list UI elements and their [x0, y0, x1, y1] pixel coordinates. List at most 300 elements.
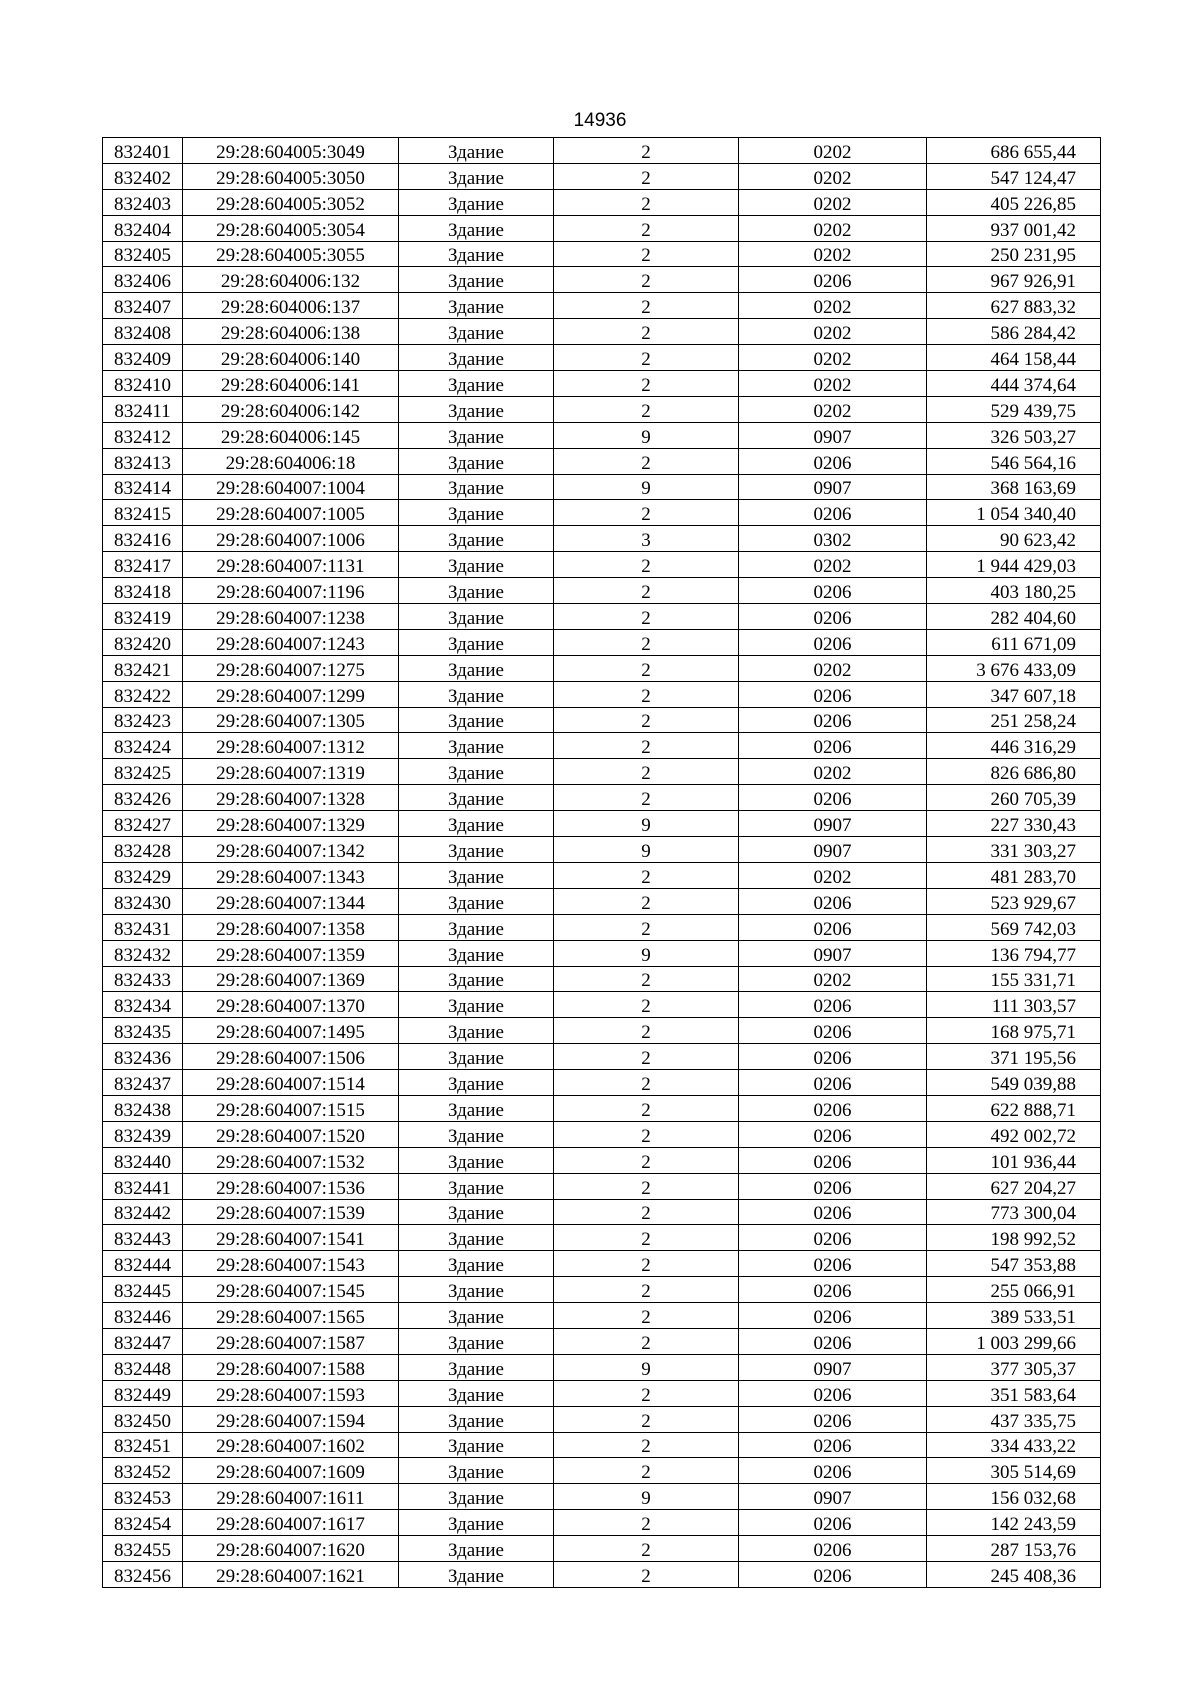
code-cell: 0202	[739, 241, 927, 267]
table-row	[103, 163, 1101, 189]
group-cell: 2	[554, 1018, 739, 1044]
group-cell: 9	[554, 474, 739, 500]
group-cell: 2	[554, 1225, 739, 1251]
code-cell: 0206	[739, 707, 927, 733]
group-cell: 2	[554, 1303, 739, 1329]
record-number-cell: 832442	[103, 1199, 183, 1225]
table-row	[103, 1173, 1101, 1199]
code-cell: 0907	[739, 422, 927, 448]
cadastral-number-cell: 29:28:604007:1520	[183, 1121, 399, 1147]
cadastral-value-cell: 227 330,43	[927, 811, 1101, 837]
record-number-cell: 832450	[103, 1406, 183, 1432]
table-row	[103, 1406, 1101, 1432]
code-cell: 0206	[739, 1536, 927, 1562]
cadastral-number-cell: 29:28:604007:1329	[183, 811, 399, 837]
group-cell: 2	[554, 1561, 739, 1587]
object-type-cell: Здание	[399, 940, 554, 966]
record-number-cell: 832421	[103, 655, 183, 681]
cadastral-value-cell: 326 503,27	[927, 422, 1101, 448]
group-cell: 9	[554, 837, 739, 863]
table-row	[103, 681, 1101, 707]
table-row	[103, 992, 1101, 1018]
table-row	[103, 1354, 1101, 1380]
table-row	[103, 215, 1101, 241]
table-row	[103, 1251, 1101, 1277]
record-number-cell: 832452	[103, 1458, 183, 1484]
table-row	[103, 1328, 1101, 1354]
object-type-cell: Здание	[399, 345, 554, 371]
object-type-cell: Здание	[399, 966, 554, 992]
table-row	[103, 1277, 1101, 1303]
object-type-cell: Здание	[399, 500, 554, 526]
cadastral-number-cell: 29:28:604007:1602	[183, 1432, 399, 1458]
object-type-cell: Здание	[399, 1225, 554, 1251]
table-row	[103, 474, 1101, 500]
group-cell: 2	[554, 862, 739, 888]
cadastral-number-cell: 29:28:604006:142	[183, 396, 399, 422]
object-type-cell: Здание	[399, 1018, 554, 1044]
group-cell: 2	[554, 1328, 739, 1354]
group-cell: 9	[554, 422, 739, 448]
table-row	[103, 1147, 1101, 1173]
group-cell: 2	[554, 1458, 739, 1484]
table-row	[103, 396, 1101, 422]
cadastral-value-cell: 389 533,51	[927, 1303, 1101, 1329]
record-number-cell: 832455	[103, 1536, 183, 1562]
group-cell: 2	[554, 189, 739, 215]
table-row	[103, 1121, 1101, 1147]
table-row	[103, 862, 1101, 888]
record-number-cell: 832425	[103, 759, 183, 785]
table-row	[103, 966, 1101, 992]
code-cell: 0907	[739, 1484, 927, 1510]
object-type-cell: Здание	[399, 552, 554, 578]
cadastral-number-cell: 29:28:604007:1609	[183, 1458, 399, 1484]
object-type-cell: Здание	[399, 189, 554, 215]
cadastral-number-cell: 29:28:604005:3049	[183, 138, 399, 164]
group-cell: 2	[554, 500, 739, 526]
cadastral-number-cell: 29:28:604007:1565	[183, 1303, 399, 1329]
table-row	[103, 1018, 1101, 1044]
cadastral-number-cell: 29:28:604007:1621	[183, 1561, 399, 1587]
group-cell: 2	[554, 293, 739, 319]
object-type-cell: Здание	[399, 862, 554, 888]
cadastral-number-cell: 29:28:604006:132	[183, 267, 399, 293]
code-cell: 0206	[739, 785, 927, 811]
object-type-cell: Здание	[399, 785, 554, 811]
group-cell: 2	[554, 371, 739, 397]
group-cell: 2	[554, 1095, 739, 1121]
object-type-cell: Здание	[399, 1536, 554, 1562]
code-cell: 0206	[739, 1225, 927, 1251]
cadastral-number-cell: 29:28:604007:1369	[183, 966, 399, 992]
code-cell: 0206	[739, 1510, 927, 1536]
cadastral-value-cell: 446 316,29	[927, 733, 1101, 759]
cadastral-number-cell: 29:28:604007:1319	[183, 759, 399, 785]
cadastral-table	[102, 137, 1101, 1588]
group-cell: 9	[554, 1484, 739, 1510]
cadastral-value-cell: 305 514,69	[927, 1458, 1101, 1484]
code-cell: 0202	[739, 396, 927, 422]
cadastral-value-cell: 347 607,18	[927, 681, 1101, 707]
table-row	[103, 1044, 1101, 1070]
cadastral-value-cell: 611 671,09	[927, 629, 1101, 655]
cadastral-value-cell: 569 742,03	[927, 914, 1101, 940]
code-cell: 0202	[739, 319, 927, 345]
object-type-cell: Здание	[399, 837, 554, 863]
group-cell: 2	[554, 552, 739, 578]
record-number-cell: 832416	[103, 526, 183, 552]
object-type-cell: Здание	[399, 1044, 554, 1070]
table-row	[103, 1095, 1101, 1121]
group-cell: 2	[554, 1406, 739, 1432]
cadastral-value-cell: 826 686,80	[927, 759, 1101, 785]
cadastral-value-cell: 492 002,72	[927, 1121, 1101, 1147]
table-row	[103, 526, 1101, 552]
cadastral-number-cell: 29:28:604006:18	[183, 448, 399, 474]
object-type-cell: Здание	[399, 1070, 554, 1096]
record-number-cell: 832411	[103, 396, 183, 422]
record-number-cell: 832432	[103, 940, 183, 966]
table-row	[103, 707, 1101, 733]
cadastral-number-cell: 29:28:604005:3054	[183, 215, 399, 241]
table-row	[103, 448, 1101, 474]
cadastral-number-cell: 29:28:604006:137	[183, 293, 399, 319]
cadastral-value-cell: 136 794,77	[927, 940, 1101, 966]
code-cell: 0206	[739, 914, 927, 940]
cadastral-value-cell: 967 926,91	[927, 267, 1101, 293]
record-number-cell: 832430	[103, 888, 183, 914]
cadastral-number-cell: 29:28:604007:1312	[183, 733, 399, 759]
cadastral-value-cell: 437 335,75	[927, 1406, 1101, 1432]
group-cell: 2	[554, 1121, 739, 1147]
cadastral-value-cell: 155 331,71	[927, 966, 1101, 992]
table-row	[103, 733, 1101, 759]
table-row	[103, 1070, 1101, 1096]
object-type-cell: Здание	[399, 1354, 554, 1380]
group-cell: 2	[554, 1536, 739, 1562]
record-number-cell: 832441	[103, 1173, 183, 1199]
code-cell: 0206	[739, 1380, 927, 1406]
table-body	[103, 138, 1101, 1588]
code-cell: 0206	[739, 1458, 927, 1484]
object-type-cell: Здание	[399, 241, 554, 267]
code-cell: 0206	[739, 1147, 927, 1173]
cadastral-value-cell: 1 944 429,03	[927, 552, 1101, 578]
cadastral-number-cell: 29:28:604007:1358	[183, 914, 399, 940]
record-number-cell: 832443	[103, 1225, 183, 1251]
group-cell: 2	[554, 1380, 739, 1406]
table-row	[103, 371, 1101, 397]
code-cell: 0206	[739, 992, 927, 1018]
code-cell: 0206	[739, 1251, 927, 1277]
code-cell: 0202	[739, 552, 927, 578]
code-cell: 0202	[739, 862, 927, 888]
table-row	[103, 837, 1101, 863]
code-cell: 0206	[739, 629, 927, 655]
group-cell: 2	[554, 1147, 739, 1173]
record-number-cell: 832408	[103, 319, 183, 345]
cadastral-number-cell: 29:28:604007:1545	[183, 1277, 399, 1303]
object-type-cell: Здание	[399, 371, 554, 397]
table-row	[103, 940, 1101, 966]
group-cell: 2	[554, 1173, 739, 1199]
record-number-cell: 832445	[103, 1277, 183, 1303]
cadastral-value-cell: 444 374,64	[927, 371, 1101, 397]
cadastral-value-cell: 523 929,67	[927, 888, 1101, 914]
cadastral-number-cell: 29:28:604007:1275	[183, 655, 399, 681]
object-type-cell: Здание	[399, 1561, 554, 1587]
code-cell: 0907	[739, 940, 927, 966]
cadastral-number-cell: 29:28:604007:1515	[183, 1095, 399, 1121]
record-number-cell: 832451	[103, 1432, 183, 1458]
object-type-cell: Здание	[399, 319, 554, 345]
code-cell: 0206	[739, 681, 927, 707]
cadastral-value-cell: 287 153,76	[927, 1536, 1101, 1562]
object-type-cell: Здание	[399, 992, 554, 1018]
code-cell: 0202	[739, 189, 927, 215]
code-cell: 0202	[739, 759, 927, 785]
record-number-cell: 832435	[103, 1018, 183, 1044]
object-type-cell: Здание	[399, 1095, 554, 1121]
table-row	[103, 1199, 1101, 1225]
code-cell: 0206	[739, 500, 927, 526]
record-number-cell: 832426	[103, 785, 183, 811]
object-type-cell: Здание	[399, 422, 554, 448]
group-cell: 2	[554, 241, 739, 267]
object-type-cell: Здание	[399, 578, 554, 604]
table-row	[103, 1536, 1101, 1562]
code-cell: 0206	[739, 1070, 927, 1096]
group-cell: 2	[554, 1251, 739, 1277]
record-number-cell: 832401	[103, 138, 183, 164]
table-row	[103, 604, 1101, 630]
group-cell: 2	[554, 966, 739, 992]
code-cell: 0202	[739, 371, 927, 397]
group-cell: 2	[554, 1199, 739, 1225]
record-number-cell: 832436	[103, 1044, 183, 1070]
cadastral-number-cell: 29:28:604007:1543	[183, 1251, 399, 1277]
cadastral-number-cell: 29:28:604007:1587	[183, 1328, 399, 1354]
cadastral-number-cell: 29:28:604007:1243	[183, 629, 399, 655]
code-cell: 0206	[739, 1044, 927, 1070]
object-type-cell: Здание	[399, 293, 554, 319]
record-number-cell: 832446	[103, 1303, 183, 1329]
record-number-cell: 832456	[103, 1561, 183, 1587]
cadastral-number-cell: 29:28:604007:1196	[183, 578, 399, 604]
code-cell: 0206	[739, 1199, 927, 1225]
cadastral-number-cell: 29:28:604007:1611	[183, 1484, 399, 1510]
table-row	[103, 811, 1101, 837]
cadastral-number-cell: 29:28:604005:3055	[183, 241, 399, 267]
record-number-cell: 832407	[103, 293, 183, 319]
cadastral-number-cell: 29:28:604007:1539	[183, 1199, 399, 1225]
object-type-cell: Здание	[399, 759, 554, 785]
record-number-cell: 832409	[103, 345, 183, 371]
page-number: 14936	[573, 110, 627, 131]
table-row	[103, 138, 1101, 164]
record-number-cell: 832428	[103, 837, 183, 863]
record-number-cell: 832415	[103, 500, 183, 526]
cadastral-number-cell: 29:28:604007:1299	[183, 681, 399, 707]
table-row	[103, 785, 1101, 811]
code-cell: 0202	[739, 215, 927, 241]
record-number-cell: 832403	[103, 189, 183, 215]
record-number-cell: 832406	[103, 267, 183, 293]
cadastral-value-cell: 622 888,71	[927, 1095, 1101, 1121]
table-row	[103, 1458, 1101, 1484]
cadastral-value-cell: 627 883,32	[927, 293, 1101, 319]
cadastral-number-cell: 29:28:604007:1006	[183, 526, 399, 552]
group-cell: 2	[554, 629, 739, 655]
object-type-cell: Здание	[399, 138, 554, 164]
cadastral-number-cell: 29:28:604007:1594	[183, 1406, 399, 1432]
cadastral-value-cell: 260 705,39	[927, 785, 1101, 811]
code-cell: 0202	[739, 345, 927, 371]
object-type-cell: Здание	[399, 1277, 554, 1303]
object-type-cell: Здание	[399, 1303, 554, 1329]
cadastral-number-cell: 29:28:604006:140	[183, 345, 399, 371]
cadastral-number-cell: 29:28:604007:1370	[183, 992, 399, 1018]
cadastral-value-cell: 168 975,71	[927, 1018, 1101, 1044]
record-number-cell: 832437	[103, 1070, 183, 1096]
code-cell: 0202	[739, 163, 927, 189]
table-row	[103, 1225, 1101, 1251]
table-row	[103, 422, 1101, 448]
group-cell: 2	[554, 215, 739, 241]
object-type-cell: Здание	[399, 1199, 554, 1225]
cadastral-value-cell: 377 305,37	[927, 1354, 1101, 1380]
object-type-cell: Здание	[399, 1458, 554, 1484]
object-type-cell: Здание	[399, 1380, 554, 1406]
cadastral-value-cell: 586 284,42	[927, 319, 1101, 345]
record-number-cell: 832449	[103, 1380, 183, 1406]
table-row	[103, 888, 1101, 914]
group-cell: 2	[554, 163, 739, 189]
table-row	[103, 1484, 1101, 1510]
group-cell: 2	[554, 1432, 739, 1458]
cadastral-value-cell: 331 303,27	[927, 837, 1101, 863]
cadastral-value-cell: 464 158,44	[927, 345, 1101, 371]
group-cell: 2	[554, 267, 739, 293]
cadastral-number-cell: 29:28:604007:1238	[183, 604, 399, 630]
record-number-cell: 832427	[103, 811, 183, 837]
group-cell: 2	[554, 733, 739, 759]
object-type-cell: Здание	[399, 1147, 554, 1173]
cadastral-number-cell: 29:28:604007:1617	[183, 1510, 399, 1536]
group-cell: 2	[554, 1510, 739, 1536]
group-cell: 2	[554, 759, 739, 785]
code-cell: 0907	[739, 811, 927, 837]
record-number-cell: 832420	[103, 629, 183, 655]
record-number-cell: 832413	[103, 448, 183, 474]
code-cell: 0206	[739, 888, 927, 914]
group-cell: 2	[554, 448, 739, 474]
object-type-cell: Здание	[399, 1173, 554, 1199]
code-cell: 0202	[739, 966, 927, 992]
code-cell: 0206	[739, 1173, 927, 1199]
group-cell: 2	[554, 785, 739, 811]
group-cell: 2	[554, 681, 739, 707]
record-number-cell: 832412	[103, 422, 183, 448]
cadastral-value-cell: 405 226,85	[927, 189, 1101, 215]
object-type-cell: Здание	[399, 474, 554, 500]
record-number-cell: 832453	[103, 1484, 183, 1510]
record-number-cell: 832448	[103, 1354, 183, 1380]
cadastral-value-cell: 90 623,42	[927, 526, 1101, 552]
cadastral-number-cell: 29:28:604007:1514	[183, 1070, 399, 1096]
record-number-cell: 832414	[103, 474, 183, 500]
cadastral-value-cell: 627 204,27	[927, 1173, 1101, 1199]
object-type-cell: Здание	[399, 396, 554, 422]
object-type-cell: Здание	[399, 629, 554, 655]
cadastral-value-cell: 368 163,69	[927, 474, 1101, 500]
group-cell: 9	[554, 940, 739, 966]
record-number-cell: 832439	[103, 1121, 183, 1147]
cadastral-number-cell: 29:28:604007:1541	[183, 1225, 399, 1251]
object-type-cell: Здание	[399, 1510, 554, 1536]
object-type-cell: Здание	[399, 1484, 554, 1510]
cadastral-value-cell: 251 258,24	[927, 707, 1101, 733]
code-cell: 0206	[739, 578, 927, 604]
record-number-cell: 832422	[103, 681, 183, 707]
group-cell: 9	[554, 811, 739, 837]
group-cell: 2	[554, 1044, 739, 1070]
cadastral-number-cell: 29:28:604007:1506	[183, 1044, 399, 1070]
cadastral-number-cell: 29:28:604007:1593	[183, 1380, 399, 1406]
cadastral-value-cell: 686 655,44	[927, 138, 1101, 164]
cadastral-number-cell: 29:28:604007:1588	[183, 1354, 399, 1380]
group-cell: 2	[554, 138, 739, 164]
object-type-cell: Здание	[399, 707, 554, 733]
group-cell: 2	[554, 1277, 739, 1303]
cadastral-number-cell: 29:28:604007:1305	[183, 707, 399, 733]
record-number-cell: 832447	[103, 1328, 183, 1354]
table-row	[103, 1432, 1101, 1458]
code-cell: 0206	[739, 1018, 927, 1044]
cadastral-number-cell: 29:28:604007:1536	[183, 1173, 399, 1199]
object-type-cell: Здание	[399, 914, 554, 940]
cadastral-number-cell: 29:28:604007:1359	[183, 940, 399, 966]
object-type-cell: Здание	[399, 1406, 554, 1432]
cadastral-value-cell: 198 992,52	[927, 1225, 1101, 1251]
table-row	[103, 914, 1101, 940]
cadastral-number-cell: 29:28:604005:3050	[183, 163, 399, 189]
cadastral-value-cell: 481 283,70	[927, 862, 1101, 888]
object-type-cell: Здание	[399, 267, 554, 293]
group-cell: 2	[554, 345, 739, 371]
table-row	[103, 1561, 1101, 1587]
record-number-cell: 832444	[103, 1251, 183, 1277]
table-row	[103, 578, 1101, 604]
record-number-cell: 832418	[103, 578, 183, 604]
cadastral-value-cell: 547 124,47	[927, 163, 1101, 189]
record-number-cell: 832440	[103, 1147, 183, 1173]
object-type-cell: Здание	[399, 163, 554, 189]
record-number-cell: 832434	[103, 992, 183, 1018]
cadastral-value-cell: 403 180,25	[927, 578, 1101, 604]
cadastral-value-cell: 1 054 340,40	[927, 500, 1101, 526]
table-row	[103, 345, 1101, 371]
record-number-cell: 832410	[103, 371, 183, 397]
table-row	[103, 1380, 1101, 1406]
group-cell: 2	[554, 655, 739, 681]
cadastral-value-cell: 937 001,42	[927, 215, 1101, 241]
group-cell: 2	[554, 707, 739, 733]
record-number-cell: 832405	[103, 241, 183, 267]
cadastral-number-cell: 29:28:604006:145	[183, 422, 399, 448]
object-type-cell: Здание	[399, 448, 554, 474]
